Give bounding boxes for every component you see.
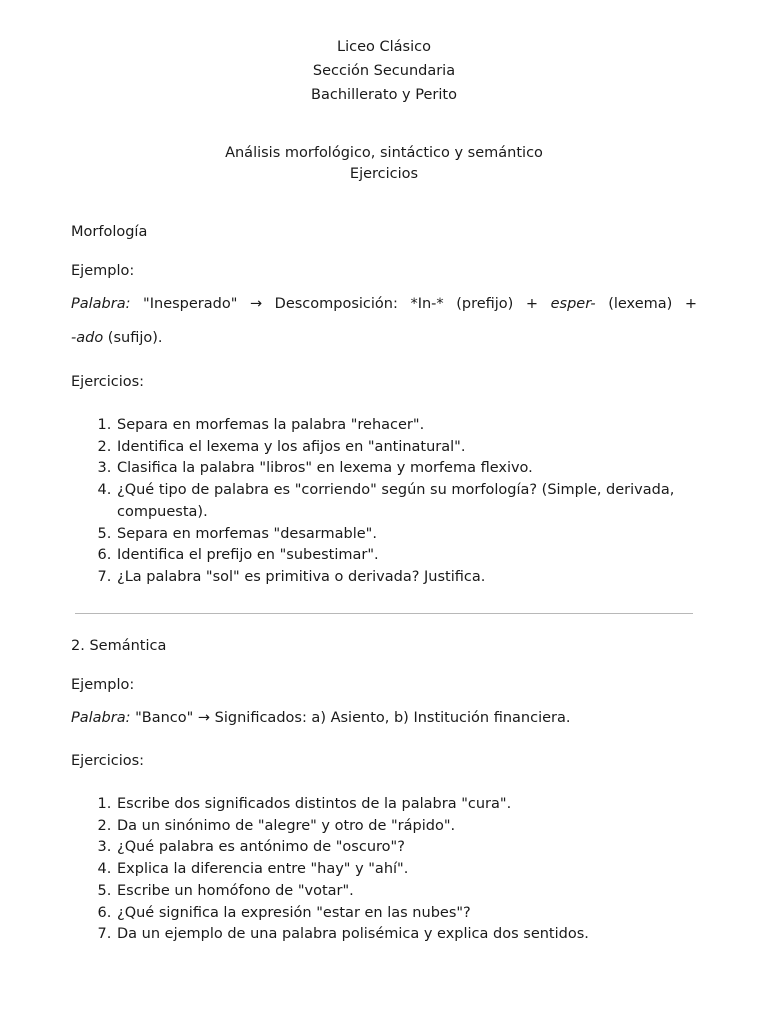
- semantica-example-line: [71, 708, 697, 728]
- example-word: "Inesperado" → Descomposición: *In-* (prefijo) +: [130, 296, 551, 312]
- example-suffix: -ado: [71, 330, 104, 346]
- section-name: Sección Secundaria: [312, 63, 456, 79]
- list-item: 7. ¿La palabra "sol" es primitiva o derivada? Justifica.: [116, 567, 696, 589]
- document-header: [0, 35, 768, 107]
- morfologia-heading: Morfología: [71, 224, 148, 240]
- title-sub: Ejercicios: [349, 166, 419, 182]
- list-item: 1. Escribe dos significados distintos de la palabra "cura".: [116, 794, 696, 816]
- list-item: 6. ¿Qué significa la expresión "estar en las nubes"?: [116, 903, 696, 925]
- list-item: 7. Da un ejemplo de una palabra polisémica y explica dos sentidos.: [116, 924, 696, 946]
- morfologia-exercises-label: Ejercicios:: [71, 374, 145, 390]
- morfologia-example-line-2: [71, 328, 697, 348]
- school-name: Liceo Clásico: [337, 39, 431, 55]
- list-item: 5. Separa en morfemas "desarmable".: [116, 524, 696, 546]
- example-suffix-rest: (sufijo).: [103, 330, 163, 346]
- semantica-exercises-label: Ejercicios:: [71, 753, 145, 769]
- list-item: 2. Identifica el lexema y los afijos en "antinatural".: [116, 437, 696, 459]
- list-item: 3. ¿Qué palabra es antónimo de "oscuro"?: [116, 837, 696, 859]
- list-item: 1. Separa en morfemas la palabra "rehacer".: [116, 415, 696, 437]
- example-term-label: Palabra:: [71, 296, 131, 312]
- morfologia-example-label: Ejemplo:: [71, 263, 135, 279]
- list-item: 5. Escribe un homófono de "votar".: [116, 881, 696, 903]
- list-item: 6. Identifica el prefijo en "subestimar".: [116, 545, 696, 567]
- example-term-label: Palabra:: [71, 710, 131, 726]
- semantica-example-label: Ejemplo:: [71, 677, 135, 693]
- document-title: [0, 143, 768, 185]
- morfologia-example-line-1: [71, 294, 697, 314]
- semantica-heading: 2. Semántica: [71, 638, 167, 654]
- morfologia-exercise-list: [71, 415, 696, 589]
- list-item: 4. ¿Qué tipo de palabra es "corriendo" según su morfología? (Simple, derivada, compuesta).: [116, 480, 696, 523]
- semantica-exercise-list: [71, 794, 696, 946]
- example-stem-rest: (lexema) +: [595, 296, 697, 312]
- section-divider: [75, 613, 693, 614]
- title-main: Análisis morfológico, sintáctico y semántico: [225, 145, 543, 161]
- example-stem: esper-: [550, 296, 596, 312]
- program-name: Bachillerato y Perito: [311, 87, 457, 103]
- example-text: "Banco" → Significados: a) Asiento, b) Institución financiera.: [130, 710, 571, 726]
- list-item: 2. Da un sinónimo de "alegre" y otro de "rápido".: [116, 816, 696, 838]
- list-item: 3. Clasifica la palabra "libros" en lexema y morfema flexivo.: [116, 458, 696, 480]
- list-item: 4. Explica la diferencia entre "hay" y "ahí".: [116, 859, 696, 881]
